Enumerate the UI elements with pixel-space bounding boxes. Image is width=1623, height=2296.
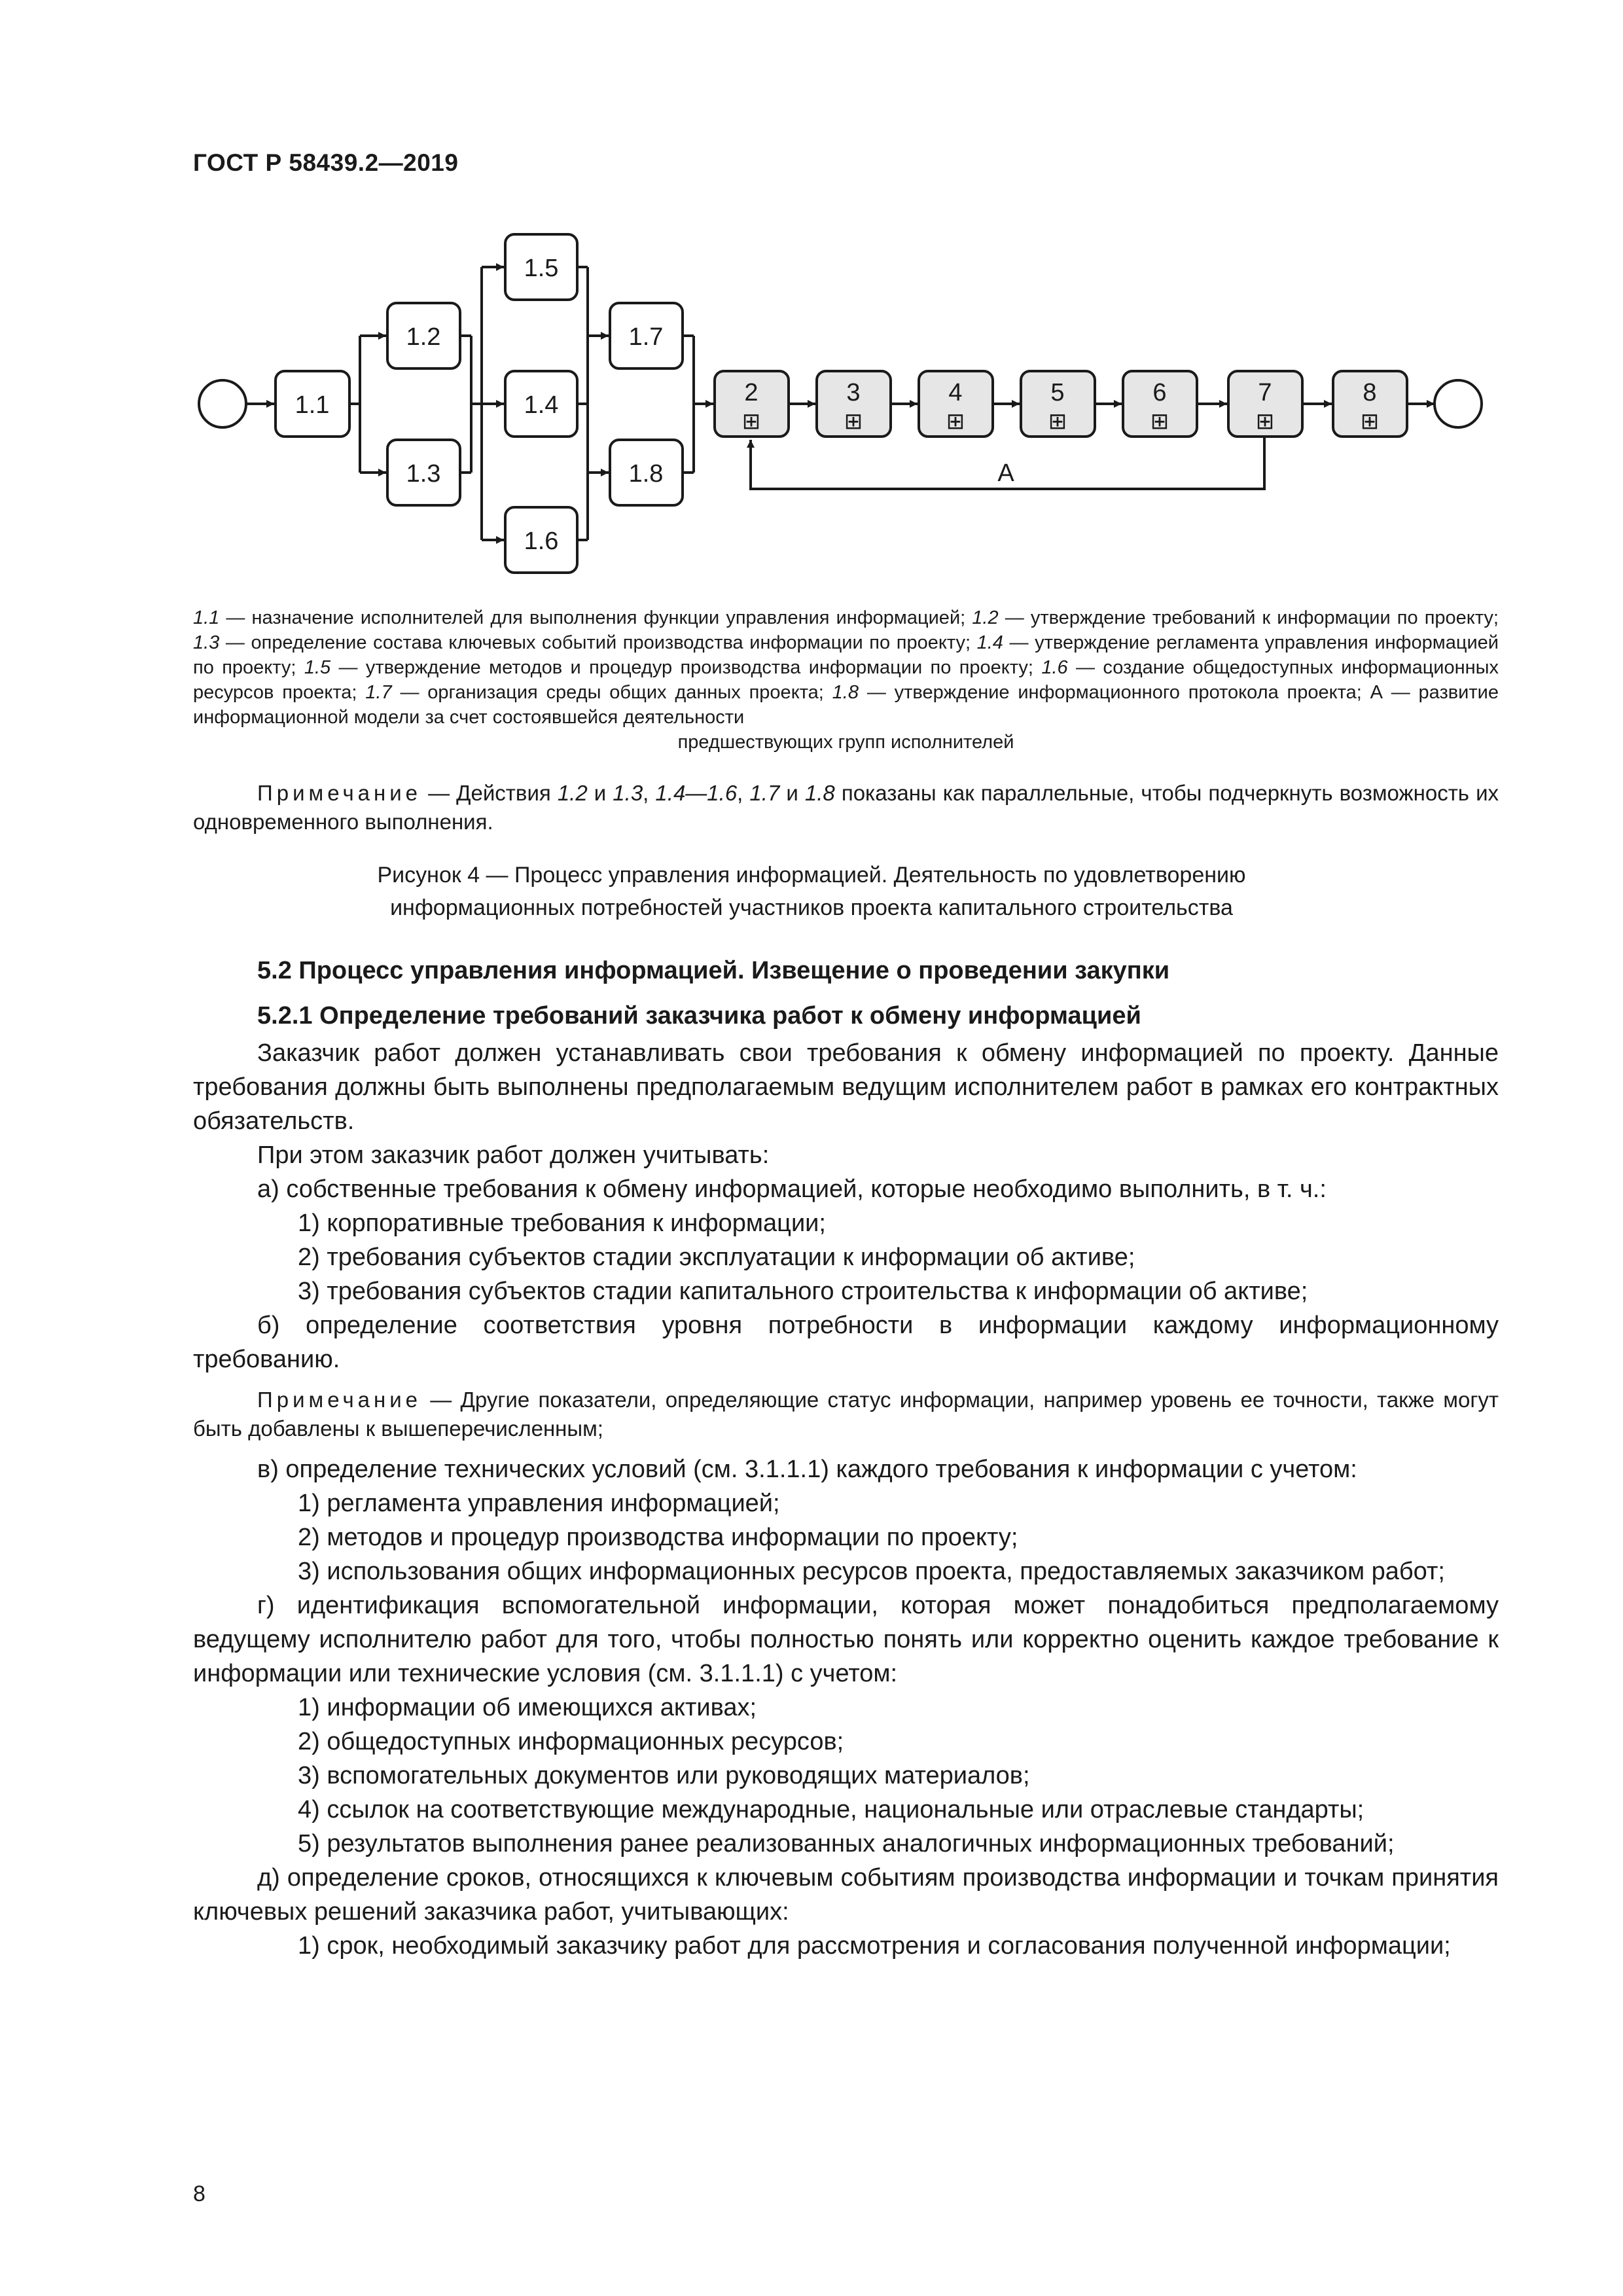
task-1.4 xyxy=(505,371,577,437)
list-item: 2) общедоступных информационных ресурсов; xyxy=(298,1728,844,1755)
list-item: 3) требования субъектов стадии капитального строительства к информации об активе; xyxy=(298,1278,1308,1305)
note-ref: 1.2 xyxy=(557,781,588,805)
task-label: 1.6 xyxy=(524,528,559,555)
task-1.7 xyxy=(610,303,683,368)
figure-caption xyxy=(327,859,1296,924)
subprocess-label: 3 xyxy=(846,379,861,406)
note-ref: 1.7 xyxy=(749,781,780,805)
list-item: 1) корпоративные требования к информации; xyxy=(298,1210,826,1237)
task-label: 1.7 xyxy=(628,323,664,351)
legend-key: 1.1 xyxy=(193,607,220,628)
paragraph: Заказчик работ должен устанавливать свои требования к обмену информацией по проекту. Данные требования должны быть выполнены предполагаемым ведущим исполнителем работ в рамках его контрактных обязательств. xyxy=(193,1039,1499,1135)
note-text: и xyxy=(779,781,805,805)
task-1.6 xyxy=(505,507,577,573)
legend-text: — утверждение регламента управления информацией по проекту; xyxy=(193,632,1499,678)
legend-text: — определение состава ключевых событий производства информации по проекту; xyxy=(219,632,977,653)
legend-key: 1.8 xyxy=(832,682,859,703)
task-1.1 xyxy=(276,371,349,437)
list-item: 4) ссылок на соответствующие международные, национальные или отраслевые стандарты; xyxy=(298,1796,1364,1823)
task-label: 1.1 xyxy=(294,391,330,419)
subprocess-label: 8 xyxy=(1363,379,1377,406)
note-text: — Другие показатели, определяющие статус информации, например уровень ее точности, также могут быть добавлены к вышеперечисленным; xyxy=(193,1388,1499,1441)
note-label: Примечание xyxy=(257,1388,422,1412)
subprocess-4 xyxy=(919,371,993,437)
list-item: г) идентификация вспомогательной информации, которая может понадобиться предполагаемому ведущему исполнителю работ для того, чтобы полностью понять или корректно оценить каждое требование к информации или технические условия (см. 3.1.1.1) с учетом: xyxy=(193,1592,1499,1687)
subprocess-marker-icon: ⊞ xyxy=(741,409,761,434)
legend-text: — утверждение требований к информации по проекту; xyxy=(998,607,1499,628)
task-label: 1.5 xyxy=(524,255,559,282)
legend-text: — утверждение информационного протокола проекта; А — развитие информационной модели за счет состоявшейся деятельности xyxy=(193,682,1499,728)
legend-key: 1.7 xyxy=(365,682,392,703)
list-item: д) определение сроков, относящихся к ключевым событиям производства информации и точкам принятия ключевых решений заказчика работ, учитывающих: xyxy=(193,1864,1499,1926)
legend-text: — утверждение методов и процедур производства информации по проекту; xyxy=(330,657,1042,678)
list-item: в) определение технических условий (см. 3.1.1.1) каждого требования к информации с учетом: xyxy=(257,1456,1357,1483)
legend-key: 1.3 xyxy=(193,632,220,653)
subprocess-marker-icon: ⊞ xyxy=(1255,409,1275,434)
note-ref: 1.4—1.6 xyxy=(655,781,738,805)
subprocess-3 xyxy=(817,371,891,437)
diagram-legend xyxy=(193,605,1499,755)
list-item: 1) срок, необходимый заказчику работ для рассмотрения и согласования полученной информации; xyxy=(298,1932,1451,1960)
section-heading-5.2: 5.2 Процесс управления информацией. Извещение о проведении закупки xyxy=(257,957,1170,984)
list-item: 5) результатов выполнения ранее реализованных аналогичных информационных требований; xyxy=(298,1830,1395,1857)
subprocess-label: 4 xyxy=(948,379,963,406)
subprocess-7 xyxy=(1228,371,1302,437)
task-1.8 xyxy=(610,440,683,505)
legend-text: — назначение исполнителей для выполнения функции управления информацией; xyxy=(219,607,972,628)
subprocess-5 xyxy=(1021,371,1095,437)
legend-key: 1.6 xyxy=(1041,657,1068,678)
task-label: 1.2 xyxy=(406,323,441,351)
caption-line-2: информационных потребностей участников проекта капитального строительства xyxy=(390,895,1233,920)
subprocess-label: 6 xyxy=(1152,379,1167,406)
subprocess-6 xyxy=(1123,371,1197,437)
note-label: Примечание xyxy=(257,781,422,805)
note-ref: 1.3 xyxy=(613,781,643,805)
caption-line-1: Рисунок 4 — Процесс управления информацией. Деятельность по удовлетворению xyxy=(377,863,1246,888)
task-1.2 xyxy=(387,303,460,368)
legend-key: 1.5 xyxy=(304,657,331,678)
task-label: 1.4 xyxy=(524,391,559,419)
inline-note xyxy=(193,1386,1499,1443)
list-item: б) определение соответствия уровня потребности в информации каждому информационному требованию. xyxy=(193,1312,1499,1373)
subprocess-2 xyxy=(715,371,789,437)
subprocess-marker-icon: ⊞ xyxy=(1048,409,1067,434)
note-text: , xyxy=(643,781,656,805)
subprocess-label: 5 xyxy=(1050,379,1065,406)
task-1.3 xyxy=(387,440,460,505)
subprocess-label: 7 xyxy=(1258,379,1272,406)
subprocess-label: 2 xyxy=(744,379,758,406)
subprocess-marker-icon: ⊞ xyxy=(1360,409,1380,434)
loop-label: А xyxy=(997,459,1014,487)
list-item: 1) регламента управления информацией; xyxy=(298,1490,780,1517)
legend-key: 1.4 xyxy=(976,632,1003,653)
process-diagram xyxy=(0,0,1623,589)
list-item: 3) вспомогательных документов или руководящих материалов; xyxy=(298,1762,1030,1789)
start-event xyxy=(199,380,246,427)
figure-note xyxy=(193,779,1499,836)
list-item: 3) использования общих информационных ресурсов проекта, предоставляемых заказчиком работ; xyxy=(298,1558,1445,1585)
page-number: 8 xyxy=(193,2181,205,2206)
task-label: 1.8 xyxy=(628,460,664,488)
list-item: а) собственные требования к обмену информацией, которые необходимо выполнить, в т. ч.: xyxy=(257,1175,1327,1203)
legend-text: — создание общедоступных информационных ресурсов проекта; xyxy=(193,657,1499,703)
note-text: , xyxy=(737,781,750,805)
document-header: ГОСТ Р 58439.2—2019 xyxy=(193,149,459,176)
subprocess-marker-icon: ⊞ xyxy=(946,409,965,434)
main-text xyxy=(193,1036,1499,1963)
task-label: 1.3 xyxy=(406,460,441,488)
subprocess-marker-icon: ⊞ xyxy=(1150,409,1169,434)
subprocess-8 xyxy=(1333,371,1407,437)
task-1.5 xyxy=(505,234,577,300)
subprocess-marker-icon: ⊞ xyxy=(844,409,863,434)
note-text: — Действия xyxy=(421,781,558,805)
note-ref: 1.8 xyxy=(804,781,835,805)
note-text: и xyxy=(587,781,613,805)
list-item: 1) информации об имеющихся активах; xyxy=(298,1694,757,1721)
paragraph: При этом заказчик работ должен учитывать: xyxy=(257,1141,770,1169)
list-item: 2) требования субъектов стадии эксплуатации к информации об активе; xyxy=(298,1244,1135,1271)
end-event xyxy=(1435,380,1482,427)
list-item: 2) методов и процедур производства информации по проекту; xyxy=(298,1524,1018,1551)
legend-text: — организация среды общих данных проекта; xyxy=(391,682,832,703)
section-heading-5.2.1: 5.2.1 Определение требований заказчика работ к обмену информацией xyxy=(257,1002,1141,1030)
note-text: показаны как параллельные, чтобы подчеркнуть возможность их одновременного выполнения. xyxy=(193,781,1499,834)
legend-key: 1.2 xyxy=(972,607,999,628)
legend-last-line: предшествующих групп исполнителей xyxy=(677,732,1014,753)
